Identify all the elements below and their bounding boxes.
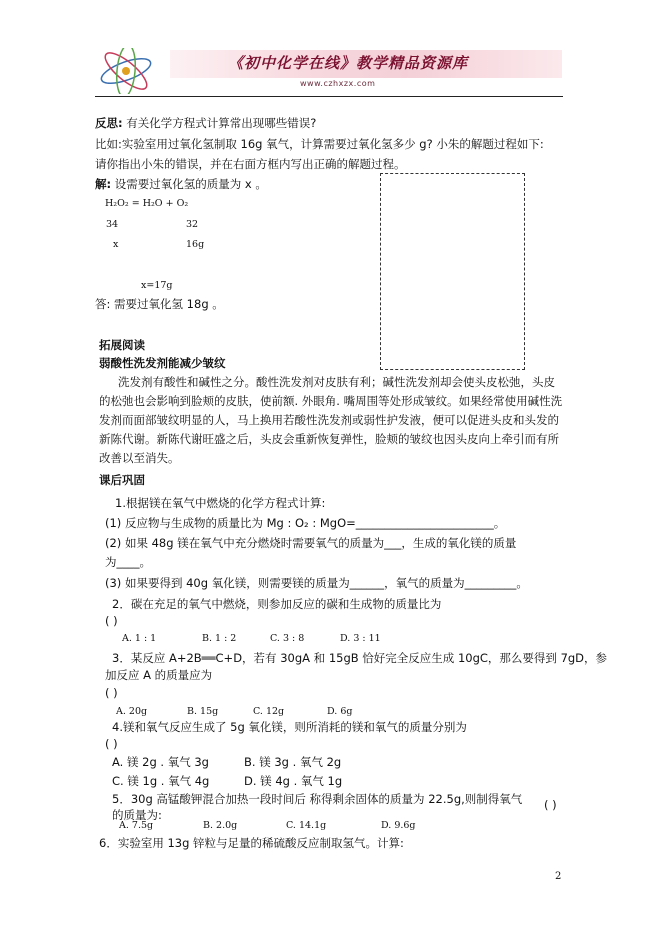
q3-option-b: B. 15g bbox=[187, 706, 219, 717]
q1-part1 bbox=[105, 516, 505, 531]
q5-option-c: C. 14.1g bbox=[286, 820, 327, 831]
reading-line: 新陈代谢。新陈代谢旺盛之后，头皮会重新恢复弹性，脸颊的皱纹也因头皮向上牵引而有所 bbox=[99, 432, 559, 446]
header-divider bbox=[95, 96, 563, 97]
q1-part1-blank: ________________________。 bbox=[355, 516, 506, 530]
reading-heading: 拓展阅读 bbox=[99, 338, 145, 352]
q5-option-b: B. 2.0g bbox=[203, 820, 238, 831]
q6-stem: 6．实验室用 13g 锌粒与足量的稀硫酸反应制取氢气。计算: bbox=[99, 836, 404, 850]
header-url: www.czhxzx.com bbox=[300, 79, 376, 88]
q1-part2a: (2) 如果 48g 镁在氧气中充分燃烧时需要氧气的质量为___，生成的氧化镁的质量 bbox=[105, 536, 517, 550]
reading-line: 发剂而面部皱纹明显的人，马上换用若酸性洗发剂或弱性护发液，便可以促进头皮和头发的 bbox=[99, 413, 559, 427]
mass-34: 34 bbox=[106, 219, 119, 230]
q1-part2b: 为____。 bbox=[105, 555, 151, 569]
solve-text: 设需要过氧化氢的质量为 x 。 bbox=[114, 177, 267, 191]
reflection-question: 有关化学方程式计算常出现哪些错误? bbox=[126, 116, 317, 130]
solve-label: 解: bbox=[95, 177, 112, 191]
q4-paren: ( ) bbox=[105, 737, 118, 751]
reflection-heading: 反思: bbox=[95, 116, 123, 130]
atom-logo-icon bbox=[96, 48, 156, 94]
header-title: 《初中化学在线》教学精品资源库 bbox=[228, 54, 469, 72]
mass-32: 32 bbox=[186, 219, 199, 230]
exercises-heading: 课后巩固 bbox=[99, 473, 145, 487]
reading-line: 洗发剂有酸性和碱性之分。酸性洗发剂对皮肤有利；碱性洗发剂却会使头皮松弛，头皮 bbox=[118, 375, 555, 389]
q4-option-c: C. 镁 1g . 氧气 4g bbox=[112, 774, 210, 788]
q1-part3: (3) 如果要得到 40g 氧化镁，则需要镁的质量为______，氧气的质量为_________。 bbox=[105, 576, 528, 590]
q5-option-d: D. 9.6g bbox=[381, 820, 416, 831]
page-number: 2 bbox=[555, 871, 562, 882]
q4-option-a: A. 镁 2g . 氧气 3g bbox=[112, 755, 209, 769]
mass-x: x bbox=[113, 239, 119, 250]
equation: H₂O₂ = H₂O + O₂ bbox=[105, 198, 189, 209]
answer-line: 答: 需要过氧化氢 18g 。 bbox=[95, 297, 224, 311]
reflection-line-1: 比如:实验室用过氧化氢制取 16g 氧气，计算需要过氧化氢多少 g? 小朱的解题过程如下: bbox=[95, 137, 544, 151]
q3-stem-2: 加反应 A 的质量应为 bbox=[105, 668, 213, 682]
q2-option-a: A. 1 : 1 bbox=[122, 633, 157, 644]
q4-option-b: B. 镁 3g . 氧气 2g bbox=[244, 755, 342, 769]
q4-stem: 4.镁和氧气反应生成了 5g 氧化镁，则所消耗的镁和氧气的质量分别为 bbox=[112, 720, 467, 734]
q2-option-d: D. 3 : 11 bbox=[340, 633, 381, 644]
q3-stem-1: 3．某反应 A+2B══C+D，若有 30gA 和 15gB 恰好完全反应生成 10gC，那么要得到 7gD，参 bbox=[112, 651, 608, 665]
reading-line: 改善以至消失。 bbox=[99, 451, 180, 465]
result-line: x=17g bbox=[141, 280, 173, 291]
q2-option-c: C. 3 : 8 bbox=[270, 633, 305, 644]
q1-stem: 1.根据镁在氧气中燃烧的化学方程式计算: bbox=[115, 496, 326, 510]
solve-line bbox=[95, 177, 267, 192]
q1-part1-text: (1) 反应物与生成物的质量比为 Mg : O₂ : MgO= bbox=[105, 516, 356, 530]
reflection-line-2: 请你指出小朱的错误，并在右面方框内写出正确的解题过程。 bbox=[95, 157, 406, 171]
q5-paren: ( ) bbox=[544, 798, 557, 812]
reading-line: 的松弛也会影响到脸颊的皮肤，使前额. 外眼角. 嘴周围等处形成皱纹。如果经常使用碱性洗 bbox=[99, 394, 563, 408]
q5-stem-2: 的质量为: bbox=[112, 808, 162, 822]
mass-16g: 16g bbox=[186, 239, 205, 250]
q3-paren: ( ) bbox=[105, 686, 118, 700]
q5-option-a: A. 7.5g bbox=[119, 820, 154, 831]
answer-box bbox=[380, 173, 525, 370]
reflection-heading-line bbox=[95, 116, 316, 131]
q2-stem: 2．碳在充足的氧气中燃烧，则参加反应的碳和生成物的质量比为 bbox=[112, 597, 442, 611]
q5-stem-1: 5．30g 高锰酸钾混合加热一段时间后 称得剩余固体的质量为 22.5g,则制得氧气 bbox=[112, 792, 523, 806]
q3-option-d: D. 6g bbox=[327, 706, 353, 717]
q3-option-a: A. 20g bbox=[116, 706, 148, 717]
q2-option-b: B. 1 : 2 bbox=[202, 633, 237, 644]
q3-option-c: C. 12g bbox=[253, 706, 285, 717]
q4-option-d: D. 镁 4g . 氧气 1g bbox=[244, 774, 343, 788]
reading-subheading: 弱酸性洗发剂能减少皱纹 bbox=[99, 356, 226, 370]
q2-paren: ( ) bbox=[105, 614, 118, 628]
